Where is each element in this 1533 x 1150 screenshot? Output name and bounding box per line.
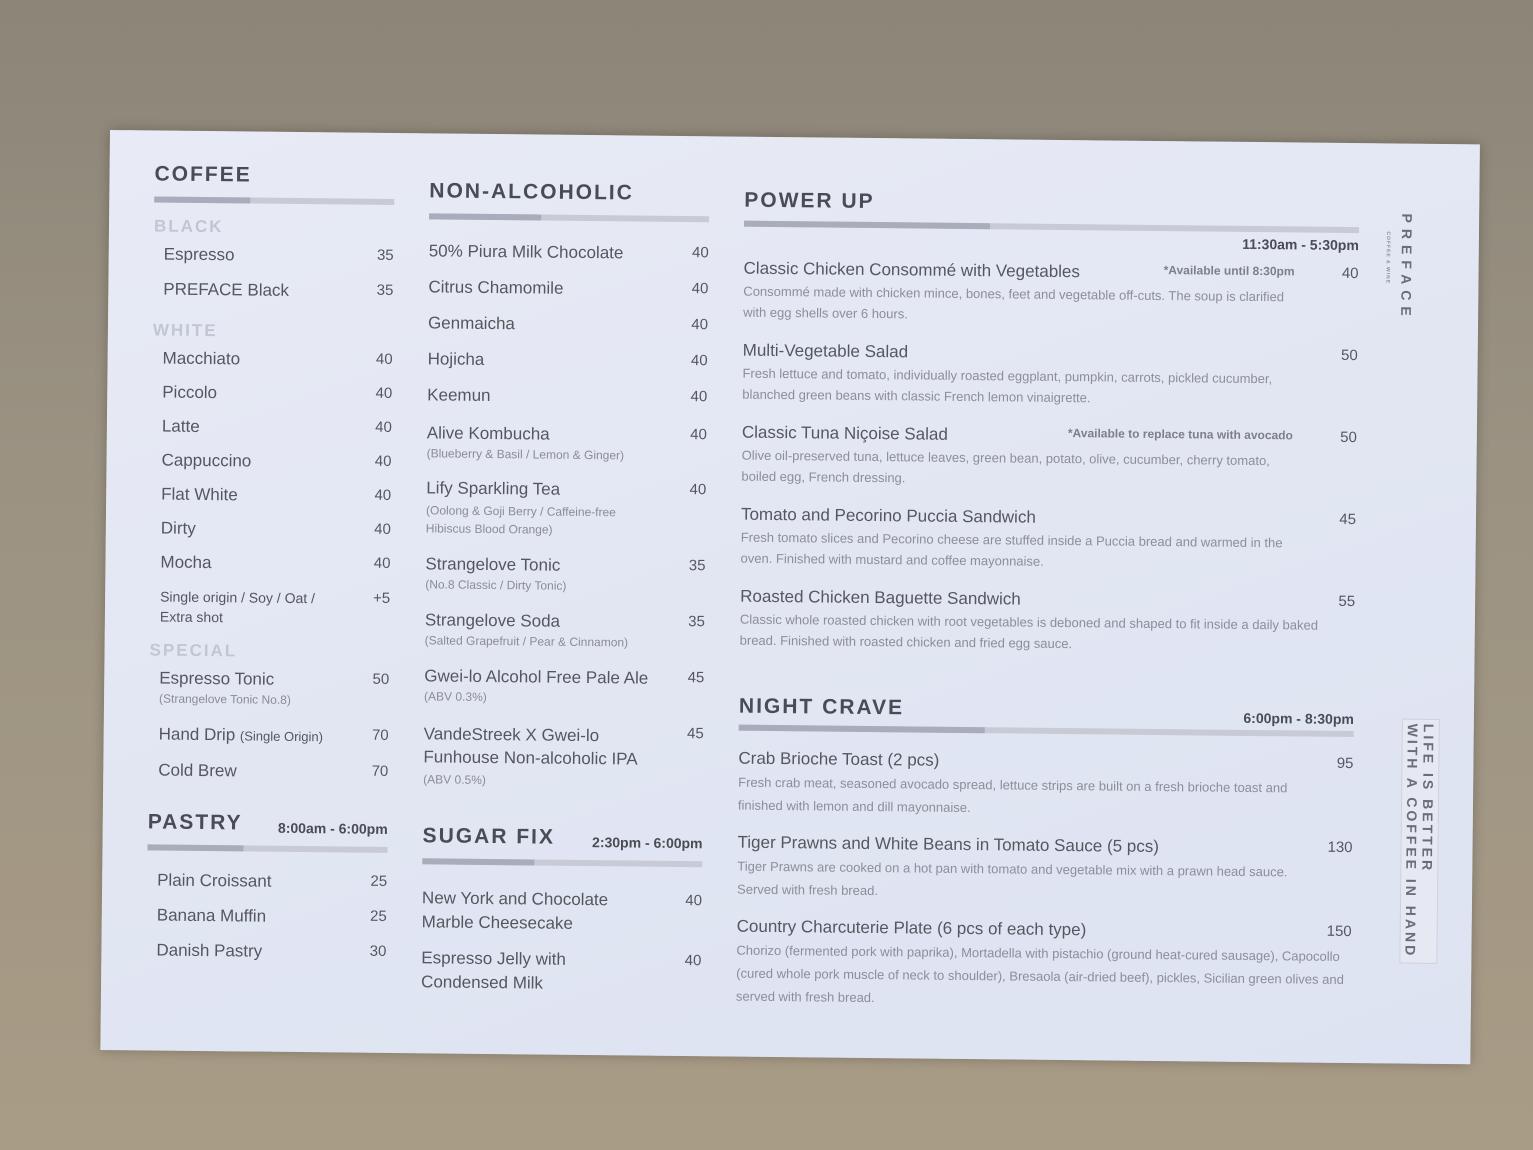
list-item: VandeStreek X Gwei-lo Funhouse Non-alcoholic IPA (ABV 0.5%) 45 (423, 724, 704, 787)
non-alcoholic-column (421, 179, 710, 1009)
slogan: LIFE IS BETTER WITH A COFFEE IN HAND (1399, 719, 1440, 964)
sugar-fix-title: SUGAR FIX (422, 824, 556, 849)
list-item: Strangelove Tonic (No.8 Classic / Dirty Tonic) 35 (425, 554, 706, 593)
list-item: Citrus Chamomile 40 (428, 277, 709, 298)
night-crave-title: NIGHT CRAVE (738, 694, 905, 720)
list-item: Crab Brioche Toast (2 pcs) 95 Fresh crab meat, seasoned avocado spread, lettuce strips are built on a fresh brioche toast and finished with lemon and dill mayonnaise. (737, 748, 1354, 816)
list-item: Strangelove Soda (Salted Grapefruit / Pear & Cinnamon) 35 (424, 610, 705, 650)
list-item: Plain Croissant 25 (157, 870, 388, 891)
list-item: PREFACE Black 35 (163, 279, 394, 300)
list-item: Classic Tuna Niçoise Salad *Available to replace tuna with avocado 50 Olive oil-preserved tuna, lettuce leaves, green bean, potato, olive, cucumber, cherry tomato, boiled egg, French dressing. (741, 422, 1357, 486)
food-column (736, 189, 1360, 1013)
brand-logo: PREFACE (1398, 213, 1416, 322)
list-item: Piccolo 40 (162, 382, 393, 403)
list-item: Macchiato 40 (162, 348, 393, 369)
list-item: Espresso 35 (163, 244, 394, 265)
coffee-column (146, 162, 395, 977)
list-item: Cappuccino 40 (161, 450, 392, 471)
list-item: Espresso Tonic (Strangelove Tonic No.8) 50 (158, 668, 390, 707)
menu-board (100, 130, 1480, 1064)
pastry-time: 8:00am - 6:00pm (277, 819, 388, 837)
list-item: New York and Chocolate Marble Cheesecake 40 (421, 888, 703, 933)
brand-tagline: COFFEE & WINE (1384, 231, 1392, 285)
list-item: Gwei-lo Alcohol Free Pale Ale (ABV 0.3%) 45 (424, 666, 705, 704)
power-up-title: POWER UP (744, 188, 875, 214)
list-item: Tomato and Pecorino Puccia Sandwich 45 Fresh tomato slices and Pecorino cheese are stuffed inside a Puccia bread and warmed in the oven. Finished with mustard and coffee mayonnaise. (740, 504, 1357, 569)
non-alcoholic-title: NON-ALCOHOLIC (429, 179, 634, 205)
list-item: Mocha 40 (160, 552, 391, 573)
night-crave-section (736, 695, 1354, 1013)
list-item: Espresso Jelly with Condensed Milk 40 (420, 948, 702, 993)
power-up-time: 11:30am - 5:30pm (1242, 235, 1359, 254)
coffee-title: COFFEE (154, 162, 252, 187)
list-item: Country Charcuterie Plate (6 pcs of each type) 150 Chorizo (fermented pork with paprika), Mortadella with pistachio (ground heat-cured sausage), Capocollo (cured whole pork muscle of neck to shoulder), Bresaola (air-dried beef), pickles, Sicilian green olives and served with fresh bread. (735, 916, 1352, 1006)
list-item: Dirty 40 (160, 518, 391, 538)
list-item: Alive Kombucha (Blueberry & Basil / Lemon & Ginger) 40 (426, 423, 707, 463)
list-item: Tiger Prawns and White Beans in Tomato Sauce (5 pcs) 130 Tiger Prawns are cooked on a hot pan with tomato and vegetable mix with a prawn head sauce. Served with fresh bread. (737, 832, 1353, 899)
list-item: Classic Chicken Consommé with Vegetables *Available until 8:30pm 40 Consommé made with chicken mince, bones, feet and vegetable off-cuts. The soup is clarified with egg shells over 6 hours. (743, 258, 1359, 322)
list-item: Keemun 40 (427, 385, 708, 406)
sugar-fix-section (421, 824, 703, 1009)
list-item: Banana Muffin 25 (156, 905, 387, 926)
list-item: Danish Pastry 30 (156, 940, 387, 961)
coffee-group-special: SPECIAL (149, 640, 238, 661)
list-item: Hand Drip (Single Origin) 70 (158, 724, 389, 745)
coffee-rule (154, 196, 394, 205)
list-item: Single origin / Soy / Oat / Extra shot +5 (159, 588, 391, 626)
night-crave-time: 6:00pm - 8:30pm (1243, 709, 1354, 728)
coffee-group-white: WHITE (152, 320, 218, 341)
pastry-section (146, 810, 388, 978)
list-item: Genmaicha 40 (427, 313, 709, 334)
list-item: Roasted Chicken Baguette Sandwich 55 Classic whole roasted chicken with root vegetables is deboned and shaped to fit inside a daily baked bread. Finished with roasted chicken and fried egg sauce. (739, 586, 1356, 652)
list-item: Lify Sparkling Tea (Oolong & Goji Berry / Caffeine-free Hibiscus Blood Orange) 40 (425, 478, 707, 537)
sugar-fix-time: 2:30pm - 6:00pm (592, 834, 703, 852)
list-item: Flat White 40 (161, 484, 392, 505)
list-item: Latte 40 (161, 416, 392, 436)
list-item: Cold Brew 70 (158, 760, 389, 781)
list-item: Hojicha 40 (427, 349, 708, 370)
coffee-group-black: BLACK (153, 216, 224, 237)
list-item: Multi-Vegetable Salad 50 Fresh lettuce and tomato, individually roasted eggplant, pumpkin, carrots, pickled cucumber, blanched green beans with classic French lemon vinaigrette. (742, 340, 1358, 406)
pastry-title: PASTRY (147, 810, 243, 835)
list-item: 50% Piura Milk Chocolate 40 (428, 241, 709, 263)
